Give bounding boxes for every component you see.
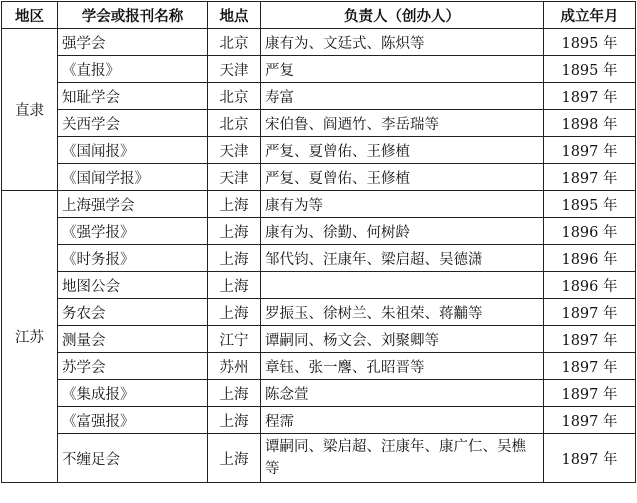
table-row (2, 110, 636, 137)
table-row (2, 218, 636, 245)
table-row (2, 83, 636, 110)
person-cell: 寿富 (261, 83, 544, 110)
header-name: 学会或报刊名称 (58, 2, 208, 29)
table-row (2, 380, 636, 407)
table-row (2, 407, 636, 434)
name-cell: 《国闻学报》 (58, 164, 208, 191)
name-cell: 上海强学会 (58, 191, 208, 218)
location-cell: 天津 (208, 56, 261, 83)
table-row (2, 29, 636, 56)
year-cell: 1896 年 (544, 218, 636, 245)
location-cell: 上海 (208, 299, 261, 326)
region-cell: 直隶 (2, 29, 58, 191)
table-row (2, 245, 636, 272)
person-cell: 邹代钧、汪康年、梁启超、吴德潇 (261, 245, 544, 272)
person-cell: 章钰、张一麐、孔昭晋等 (261, 353, 544, 380)
year-cell: 1897 年 (544, 434, 636, 483)
location-cell: 上海 (208, 191, 261, 218)
person-cell: 陈念萱 (261, 380, 544, 407)
table-row (2, 299, 636, 326)
location-cell: 上海 (208, 218, 261, 245)
person-cell: 康有为、徐勤、何树龄 (261, 218, 544, 245)
name-cell: 关西学会 (58, 110, 208, 137)
table-row (2, 272, 636, 299)
location-cell: 上海 (208, 272, 261, 299)
person-cell: 康有为等 (261, 191, 544, 218)
table-row (2, 191, 636, 218)
name-cell: 强学会 (58, 29, 208, 56)
year-cell: 1895 年 (544, 56, 636, 83)
year-cell: 1895 年 (544, 29, 636, 56)
table-row (2, 326, 636, 353)
header-year: 成立年月 (544, 2, 636, 29)
year-cell: 1897 年 (544, 83, 636, 110)
year-cell: 1897 年 (544, 164, 636, 191)
year-cell: 1895 年 (544, 191, 636, 218)
location-cell: 上海 (208, 434, 261, 483)
year-cell: 1896 年 (544, 245, 636, 272)
year-cell: 1897 年 (544, 380, 636, 407)
header-region: 地区 (2, 2, 58, 29)
table-row (2, 164, 636, 191)
person-cell: 严复、夏曾佑、王修植 (261, 137, 544, 164)
name-cell: 《强学报》 (58, 218, 208, 245)
person-cell: 程霈 (261, 407, 544, 434)
location-cell: 北京 (208, 29, 261, 56)
location-cell: 上海 (208, 407, 261, 434)
name-cell: 《国闻报》 (58, 137, 208, 164)
table-row (2, 137, 636, 164)
header-person: 负责人（创办人） (261, 2, 544, 29)
name-cell: 地图公会 (58, 272, 208, 299)
location-cell: 上海 (208, 245, 261, 272)
location-cell: 北京 (208, 110, 261, 137)
location-cell: 上海 (208, 380, 261, 407)
table-row (2, 434, 636, 483)
year-cell: 1897 年 (544, 299, 636, 326)
year-cell: 1898 年 (544, 110, 636, 137)
person-cell: 谭嗣同、杨文会、刘聚卿等 (261, 326, 544, 353)
person-cell: 严复 (261, 56, 544, 83)
year-cell: 1897 年 (544, 137, 636, 164)
name-cell: 知耻学会 (58, 83, 208, 110)
name-cell: 不缠足会 (58, 434, 208, 483)
name-cell: 《直报》 (58, 56, 208, 83)
name-cell: 《富强报》 (58, 407, 208, 434)
societies-table (1, 1, 636, 483)
person-cell: 罗振玉、徐树兰、朱祖荣、蒋黼等 (261, 299, 544, 326)
header-row (2, 2, 636, 29)
person-cell: 康有为、文廷式、陈炽等 (261, 29, 544, 56)
header-location: 地点 (208, 2, 261, 29)
person-cell: 谭嗣同、梁启超、汪康年、康广仁、吴樵等 (261, 434, 544, 483)
table-row (2, 56, 636, 83)
person-cell: 宋伯鲁、阎迺竹、李岳瑞等 (261, 110, 544, 137)
year-cell: 1897 年 (544, 353, 636, 380)
year-cell: 1896 年 (544, 272, 636, 299)
table-row (2, 353, 636, 380)
region-cell: 江苏 (2, 191, 58, 483)
person-cell (261, 272, 544, 299)
name-cell: 《时务报》 (58, 245, 208, 272)
year-cell: 1897 年 (544, 407, 636, 434)
year-cell: 1897 年 (544, 326, 636, 353)
person-cell: 严复、夏曾佑、王修植 (261, 164, 544, 191)
location-cell: 江宁 (208, 326, 261, 353)
name-cell: 测量会 (58, 326, 208, 353)
location-cell: 天津 (208, 164, 261, 191)
location-cell: 苏州 (208, 353, 261, 380)
location-cell: 北京 (208, 83, 261, 110)
location-cell: 天津 (208, 137, 261, 164)
name-cell: 苏学会 (58, 353, 208, 380)
name-cell: 《集成报》 (58, 380, 208, 407)
name-cell: 务农会 (58, 299, 208, 326)
